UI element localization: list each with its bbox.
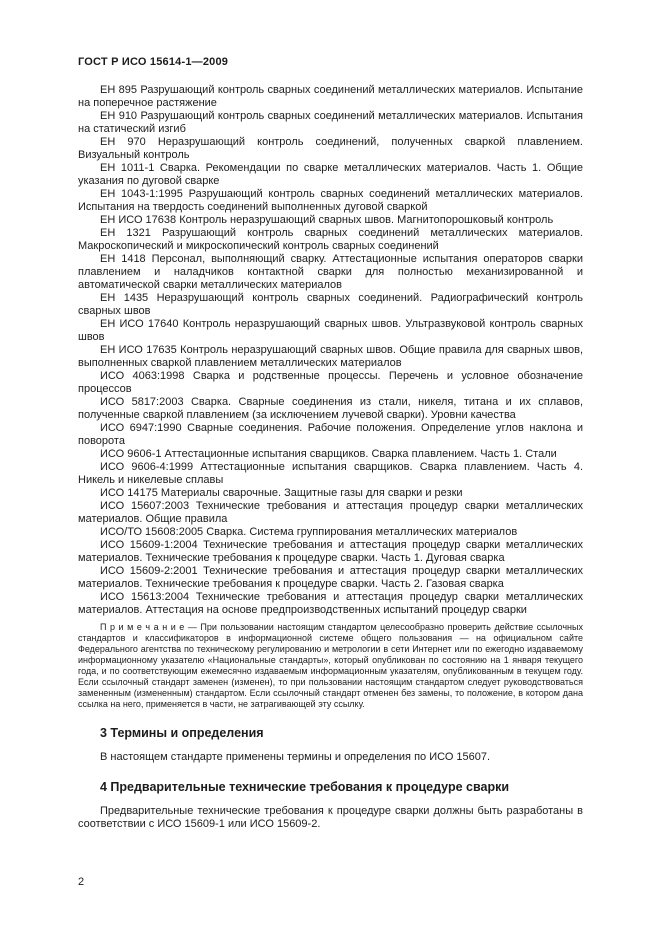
reference-paragraph: ЕН 910 Разрушающий контроль сварных соединений металлических материалов. Испытания на статический изгиб — [78, 110, 583, 135]
reference-paragraph: ИСО 6947:1990 Сварные соединения. Рабочие положения. Определение углов наклона и поворота — [78, 422, 583, 447]
reference-paragraph: ИСО/ТО 15608:2005 Сварка. Система группирования металлических материалов — [100, 526, 518, 538]
section-3-heading: 3 Термины и определения — [100, 726, 264, 740]
reference-paragraph: ИСО 15609-2:2001 Технические требования и аттестация процедур сварки металлических материалов. Технические требования к процедуре сварки. Часть 2. Газовая сварка — [78, 565, 583, 590]
reference-paragraph: ЕН 1321 Разрушающий контроль сварных соединений металлических материалов. Макроскопический и микроскопический контроль сварных соединений — [78, 227, 583, 252]
reference-paragraph: ИСО 15607:2003 Технические требования и аттестация процедур сварки металлических материалов. Общие правила — [78, 500, 583, 525]
reference-paragraph: ИСО 14175 Материалы сварочные. Защитные газы для сварки и резки — [100, 487, 463, 499]
reference-paragraph: ИСО 15613:2004 Технические требования и аттестация процедур сварки металлических материалов. Аттестация на основе предпроизводственных испытаний процедур сварки — [78, 591, 583, 616]
reference-paragraph: ЕН 970 Неразрушающий контроль соединений, полученных сваркой плавлением. Визуальный контроль — [78, 136, 583, 161]
section-4-body: Предварительные технические требования к процедуре сварки должны быть разработаны в соответствии с ИСО 15609-1 или ИСО 15609-2. — [78, 805, 583, 830]
section-4-heading: 4 Предварительные технические требования к процедуре сварки — [100, 780, 510, 794]
reference-paragraph: ЕН ИСО 17635 Контроль неразрушающий сварных швов. Общие правила для сварных швов, выполненных сваркой плавлением металлических материалов — [78, 344, 583, 369]
note-paragraph: П р и м е ч а н и е — При пользовании настоящим стандартом целесообразно проверить действие ссылочных стандартов и классификаторов в информационной системе общего пользования — на официальном сайте Федерального агентства по техническому регулированию и метрологии в сети Интернет или по ежегодно издаваемому информационному указателю «Национальные стандарты», который опубликован по состоянию на 1 января текущего года, и по соответствующим ежемесячно издаваемым информационным указателям, опубликованным в текущем году. Если ссылочный стандарт заменен (изменен), то при пользовании настоящим стандартом следует руководствоваться замененным (измененным) стандартом. Если ссылочный стандарт отменен без замены, то положение, в котором дана ссылка на него, применяется в части, не затрагивающей эту ссылку. — [78, 622, 583, 709]
reference-paragraph: ЕН 1435 Неразрушающий контроль сварных соединений. Радиографический контроль сварных швов — [78, 292, 583, 317]
reference-paragraph: ИСО 5817:2003 Сварка. Сварные соединения из стали, никеля, титана и их сплавов, полученные сваркой плавлением (за исключением лучевой сварки). Уровни качества — [78, 396, 583, 421]
references-list — [78, 84, 583, 617]
page-number: 2 — [78, 876, 85, 888]
reference-paragraph: ИСО 9606-4:1999 Аттестационные испытания сварщиков. Сварка плавлением. Часть 4. Никель и никелевые сплавы — [78, 461, 583, 486]
document-title: ГОСТ Р ИСО 15614-1—2009 — [78, 56, 229, 68]
reference-paragraph: ИСО 9606-1 Аттестационные испытания сварщиков. Сварка плавлением. Часть 1. Стали — [100, 448, 557, 460]
reference-paragraph: ИСО 15609-1:2004 Технические требования и аттестация процедур сварки металлических материалов. Технические требования к процедуре сварки. Часть 1. Дуговая сварка — [78, 539, 583, 564]
reference-paragraph: ЕН 1043-1:1995 Разрушающий контроль сварных соединений металлических материалов. Испытания на твердость соединений выполненных дуговой сваркой — [78, 188, 583, 213]
reference-paragraph: ЕН 1418 Персонал, выполняющий сварку. Аттестационные испытания операторов сварки плавлением и наладчиков контактной сварки для полностью механизированной и автоматической сварки металлических материалов — [78, 253, 583, 291]
reference-paragraph: ЕН ИСО 17638 Контроль неразрушающий сварных швов. Магнитопорошковый контроль — [100, 214, 554, 226]
reference-paragraph: ЕН 1011-1 Сварка. Рекомендации по сварке металлических материалов. Часть 1. Общие указания по дуговой сварке — [78, 162, 583, 187]
reference-paragraph: ЕН ИСО 17640 Контроль неразрушающий сварных швов. Ультразвуковой контроль сварных швов — [78, 318, 583, 343]
section-3-body: В настоящем стандарте применены термины и определения по ИСО 15607. — [100, 751, 491, 763]
reference-paragraph: ЕН 895 Разрушающий контроль сварных соединений металлических материалов. Испытание на поперечное растяжение — [78, 84, 583, 109]
reference-paragraph: ИСО 4063:1998 Сварка и родственные процессы. Перечень и условное обозначение процессов — [78, 370, 583, 395]
